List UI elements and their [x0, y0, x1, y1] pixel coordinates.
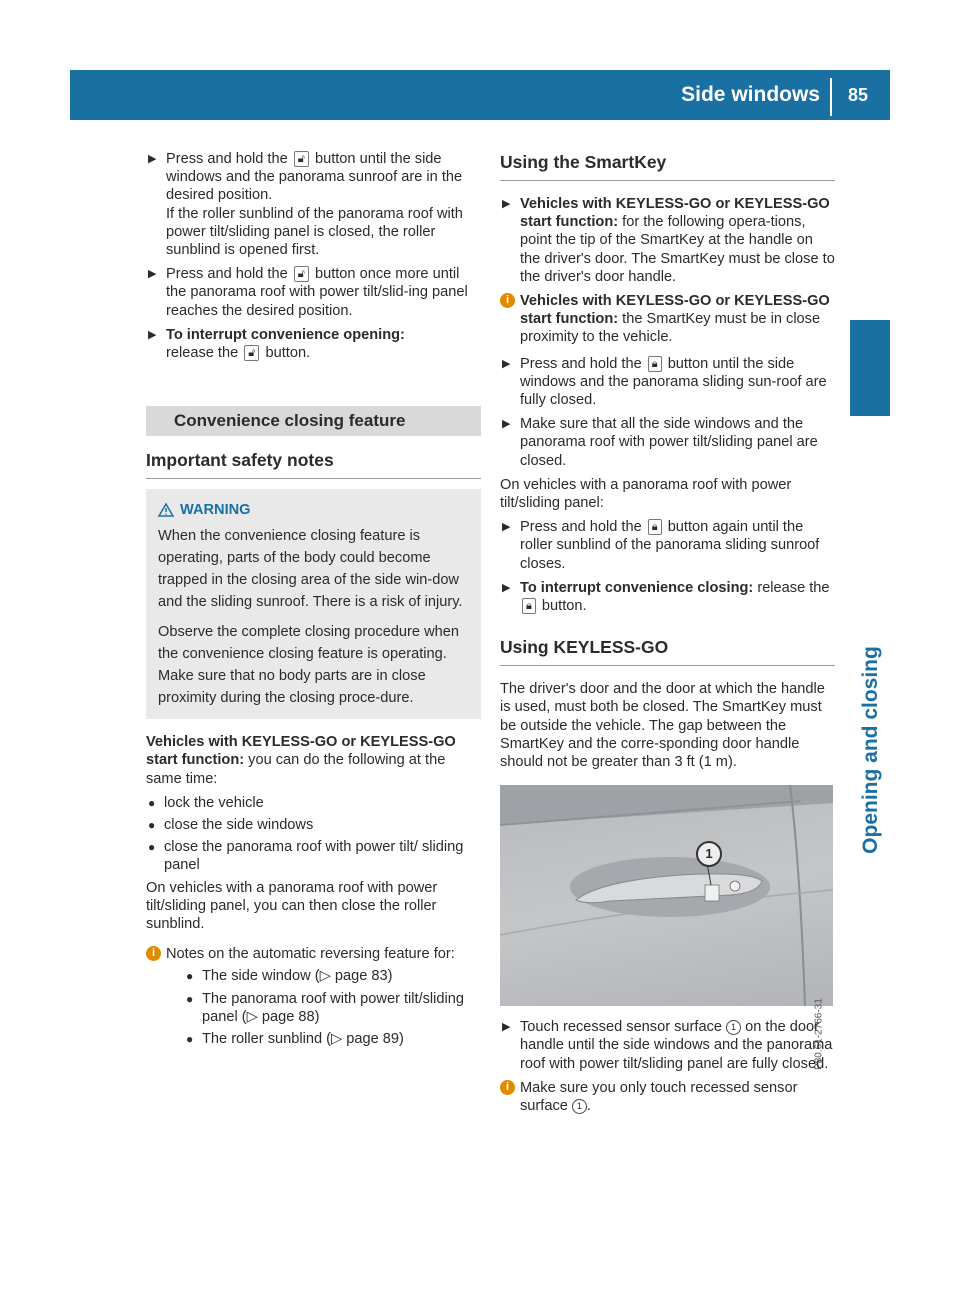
step-text: Press and hold the [166, 151, 288, 167]
step-smartkey-point [500, 195, 835, 286]
step-touch-sensor [500, 1018, 835, 1073]
callout-1-inline: 1 [726, 1020, 741, 1035]
info-text: Notes on the automatic reversing feature for: [166, 946, 455, 963]
keyless-text: you can do the following at the same time: [146, 752, 446, 787]
step-text: button again until the roller sunblind of the panorama sliding sunroof closes. [520, 519, 820, 572]
step-text: Press and hold the [166, 266, 288, 283]
info-icon: i [500, 293, 515, 308]
right-column [500, 150, 835, 1123]
warning-box [146, 489, 481, 719]
door-handle-illustration [500, 785, 833, 1006]
unlock-icon: 🔓︎ [244, 345, 259, 361]
step-text: button once more until the panorama roof with power tilt/slid-ing panel reaches the desired position. [166, 266, 468, 319]
warning-triangle-icon [158, 503, 174, 517]
step-text: button. [541, 598, 587, 615]
step-make-sure-closed [500, 415, 835, 470]
step-text: for the following opera-tions, point the tip of the SmartKey at the handle on the driver's door. The SmartKey must be close to the driver's door handle. [520, 214, 835, 285]
list-item [146, 816, 481, 834]
step-press-hold-again [146, 265, 481, 320]
bullet-icon: ● [186, 1032, 194, 1047]
page-reference-link: The side window (▷ page 83) [202, 968, 393, 985]
list-item [184, 967, 481, 985]
lock-icon: 🔒︎ [648, 356, 662, 372]
bullet-icon: ● [148, 840, 156, 855]
step-text: button. [265, 345, 311, 362]
section-title-safety: Important safety notes [146, 448, 481, 479]
step-arrow-icon: ▶ [502, 1021, 511, 1034]
step-text: Press and hold the [520, 519, 642, 536]
info-note-smartkey [500, 292, 835, 347]
step-arrow-icon: ▶ [148, 153, 157, 165]
bullet-icon: ● [148, 795, 156, 810]
list-item [146, 794, 481, 812]
panorama-paragraph: On vehicles with a panorama roof with power tilt/sliding panel, you can then close the roller sunblind. [146, 879, 438, 933]
step-interrupt-closing [500, 579, 835, 615]
info-bold: Vehicles with KEYLESS-GO or KEYLESS-GO start function: [520, 293, 830, 328]
warning-text: When the convenience closing feature is operating, parts of the body could become trapped in the closing area of the side win-dow and the sliding sunroof. There is a risk of injury. [158, 528, 463, 611]
step-text: button until the side windows and the panorama sliding sun-roof are fully closed. [520, 355, 827, 409]
step-text: Press and hold the [520, 355, 642, 372]
chapter-label: Opening and closing [859, 646, 882, 854]
keyless-paragraph: The driver's door and the door at which the handle is used, must both be closed. The SmartKey must be outside the vehicle. The gap between the SmartKey and the corre-sponding door handle should not be greater than 3 ft (1 m). [500, 681, 825, 771]
page-title: Side windows [681, 83, 820, 106]
info-text: . [586, 1098, 591, 1115]
step-arrow-icon: ▶ [148, 328, 157, 341]
header-divider [830, 78, 832, 116]
step-text: on the door handle until the side windows and the panorama roof with power tilt/sliding panel are fully closed. [520, 1019, 833, 1072]
panorama-paragraph: On vehicles with a panorama roof with power tilt/sliding panel: [500, 476, 792, 512]
step-arrow-icon: ▶ [148, 268, 157, 281]
callout-1: 1 [696, 841, 722, 867]
info-note-sensor [500, 1079, 835, 1115]
keyless-paragraph [146, 733, 481, 788]
bullet-icon: ● [148, 818, 156, 833]
chapter-side-tab [850, 120, 890, 1300]
list-item [146, 838, 481, 874]
unlock-icon: 🔓︎ [294, 151, 309, 167]
list-item-text: lock the vehicle [164, 794, 264, 811]
list-item-text: close the side windows [164, 817, 314, 834]
step-text: Make sure that all the side windows and the panorama roof with power tilt/sliding panel are closed. [520, 416, 818, 469]
unlock-icon: 🔓︎ [294, 266, 309, 282]
info-icon: i [146, 946, 161, 961]
figure-code: P80.61-2766-31 [813, 998, 825, 1071]
bullet-icon: ● [186, 991, 194, 1006]
step-arrow-icon: ▶ [502, 357, 511, 370]
step-arrow-icon: ▶ [502, 198, 511, 210]
step-arrow-icon: ▶ [502, 521, 511, 534]
page-reference-link: The roller sunblind (▷ page 89) [202, 1031, 404, 1048]
info-text: Make sure you only touch recessed sensor surface [520, 1079, 798, 1115]
left-column [146, 150, 481, 1056]
step-press-hold-unlock [146, 150, 481, 259]
step-text: release the [757, 579, 830, 596]
warning-heading [158, 499, 469, 521]
step-press-hold-lock-again [500, 518, 835, 573]
warning-text: Observe the complete closing procedure when the convenience closing feature is operating. Make sure that no body parts are in close proximity during the closing proce-dure. [158, 624, 459, 707]
header-bar [70, 70, 890, 120]
callout-1-inline: 1 [572, 1099, 587, 1114]
page-number: 85 [847, 85, 868, 105]
lock-icon: 🔒︎ [522, 598, 536, 614]
list-item [184, 1030, 481, 1048]
info-text: the SmartKey must be in close proximity to the vehicle. [520, 311, 821, 346]
step-interrupt-opening [146, 326, 481, 362]
info-note-reversing [146, 945, 481, 1048]
warning-label: WARNING [180, 502, 251, 519]
step-detail: If the roller sunblind of the panorama roof with power tilt/sliding panel is closed, the roller sunblind is opened first. [166, 205, 463, 259]
step-text: Touch recessed sensor surface [520, 1019, 722, 1036]
lock-icon: 🔒︎ [648, 519, 662, 535]
step-press-hold-lock [500, 355, 835, 410]
chapter-tab-block [850, 320, 890, 416]
section-title-keyless-go: Using KEYLESS-GO [500, 635, 835, 666]
step-bold: Vehicles with KEYLESS-GO or KEYLESS-GO start function: [520, 196, 830, 231]
step-text: release the [166, 345, 239, 362]
step-bold: To interrupt convenience opening: [166, 326, 405, 343]
info-icon: i [500, 1080, 515, 1095]
list-item [184, 990, 481, 1026]
step-text: button until the side windows and the panorama sunroof are in the desired position. [166, 151, 463, 204]
keyless-bold: Vehicles with KEYLESS-GO or KEYLESS-GO start function: [146, 734, 456, 769]
section-header-convenience-closing: Convenience closing feature [146, 406, 481, 436]
step-arrow-icon: ▶ [502, 581, 511, 594]
bullet-icon: ● [186, 969, 194, 984]
page-reference-link: The panorama roof with power tilt/sliding panel (▷ page 88) [202, 990, 465, 1025]
list-item-text: close the panorama roof with power tilt/ sliding panel [164, 839, 464, 874]
section-title-smartkey: Using the SmartKey [500, 150, 835, 181]
step-bold: To interrupt convenience closing: [520, 579, 754, 596]
step-arrow-icon: ▶ [502, 418, 511, 431]
